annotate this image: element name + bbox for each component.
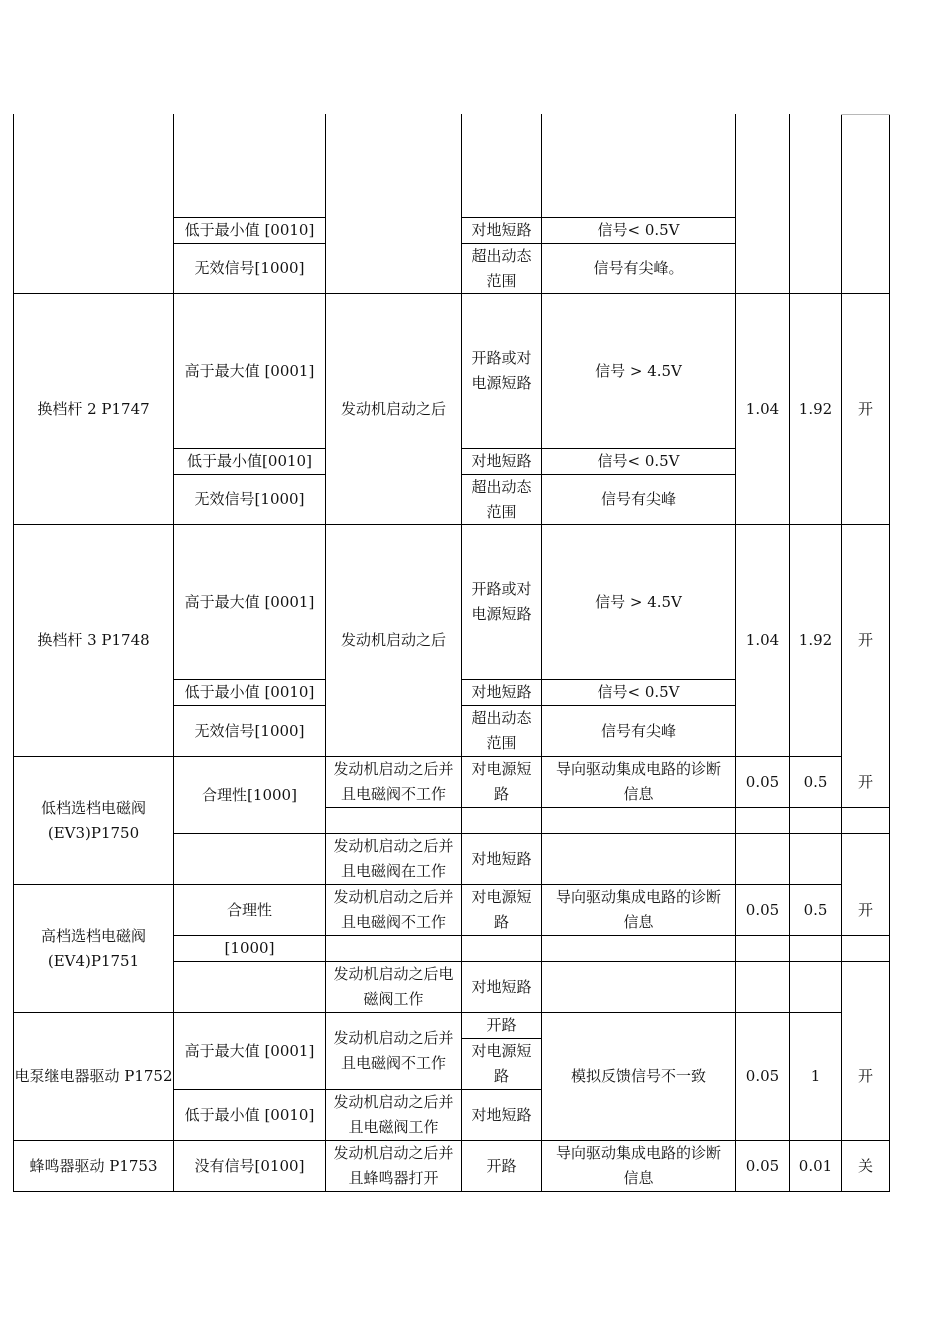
table-cell: 信号< 0.5V	[597, 452, 680, 470]
signal-name-cell: 换档杆 3 P1748	[37, 631, 150, 649]
table-cell: 没有信号[0100]	[194, 1156, 305, 1175]
table-cell: 高于最大值 [0001]	[184, 361, 315, 380]
table-cell: 信号 > 4.5V	[595, 361, 682, 380]
table-cell: 模拟反馈信号不一致	[570, 1067, 706, 1085]
table-cell: 导向驱动集成电路的诊断 信息	[555, 760, 721, 803]
table-cell: 超出动态 范围	[471, 246, 532, 290]
value-cell: 0.05	[745, 772, 780, 791]
grid-line	[889, 114, 890, 1192]
table-cell: 超出动态 范围	[471, 477, 532, 521]
condition-cell: 发动机启动之后并 且蜂鸣器打开	[333, 1144, 454, 1187]
value-cell: 0.05	[745, 1067, 780, 1085]
table-cell: 信号< 0.5V	[597, 221, 680, 239]
table-cell: 高于最大值 [0001]	[184, 1041, 315, 1060]
state-cell: 开	[857, 399, 873, 418]
table-cell: 对地短路	[471, 452, 532, 470]
table-cell: 信号有尖峰。	[593, 259, 684, 277]
grid-line	[325, 807, 890, 808]
state-cell: 关	[857, 1156, 873, 1175]
table-cell: 信号有尖峰	[600, 490, 676, 508]
condition-cell: 发动机启动之后并 且电磁阀在工作	[333, 837, 454, 880]
value-cell: 0.5	[803, 900, 828, 919]
table-cell: 开路	[486, 1016, 517, 1034]
table-cell: 对地短路	[471, 849, 532, 868]
table-cell: 对电源短 路	[471, 888, 532, 931]
condition-cell: 发动机启动之后并 且电磁阀不工作	[333, 888, 454, 931]
table-cell: 开路或对 电源短路	[471, 580, 532, 623]
condition-cell: 发动机启动之后电 磁阀工作	[333, 965, 454, 1008]
state-cell: 开	[857, 631, 873, 649]
table-cell: 对电源短 路	[471, 1042, 532, 1085]
value-cell: 1.04	[745, 631, 780, 649]
state-cell: 开	[857, 900, 873, 919]
table-cell: 导向驱动集成电路的诊断 信息	[555, 1144, 721, 1187]
condition-cell: 发动机启动之后	[340, 399, 446, 418]
value-cell: 0.5	[803, 772, 828, 791]
table-cell: 低于最小值 [0010]	[184, 1105, 315, 1124]
signal-name-cell: 电泵继电器驱动 P1752	[14, 1067, 173, 1085]
table-cell: 对地短路	[471, 221, 532, 239]
table-cell: 导向驱动集成电路的诊断 信息	[555, 888, 721, 931]
grid-line	[13, 1191, 890, 1192]
table-cell: 高于最大值 [0001]	[184, 592, 315, 611]
signal-name-cell: 蜂鸣器驱动 P1753	[29, 1156, 158, 1175]
signal-name-cell: 低档选档电磁阀 (EV3)P1750	[40, 798, 146, 842]
signal-name-cell: 换档杆 2 P1747	[37, 399, 150, 418]
state-cell: 开	[857, 772, 873, 791]
value-cell: 0.05	[745, 900, 780, 919]
value-cell: 0.05	[745, 1156, 780, 1175]
condition-cell: 发动机启动之后并 且电磁阀不工作	[333, 760, 454, 803]
condition-cell: 发动机启动之后并 且电磁阀工作	[333, 1093, 454, 1136]
table-cell: 对地短路	[471, 683, 532, 701]
table-cell: 信号有尖峰	[600, 721, 676, 740]
table-cell: 对地短路	[471, 1105, 532, 1124]
condition-cell: 发动机启动之后并 且电磁阀不工作	[333, 1029, 454, 1072]
table-cell: 低于最小值 [0010]	[184, 221, 315, 239]
table-cell: 无效信号[1000]	[194, 259, 305, 277]
table-cell: 超出动态 范围	[471, 709, 532, 752]
table-cell: 对地短路	[471, 977, 532, 996]
table-cell: 合理性[1000]	[202, 785, 297, 804]
condition-cell: 发动机启动之后	[340, 631, 446, 649]
value-cell: 1.92	[798, 399, 833, 418]
table-cell: 合理性	[226, 900, 272, 919]
signal-name-cell: 高档选档电磁阀 (EV4)P1751	[40, 926, 146, 970]
table-cell: 开路或对 电源短路	[471, 349, 532, 392]
table-cell: 信号 > 4.5V	[595, 592, 682, 611]
table-cell: 低于最小值[0010]	[187, 452, 312, 470]
state-cell: 开	[857, 1067, 873, 1085]
grid-line	[841, 114, 890, 115]
value-cell: 0.01	[798, 1156, 833, 1175]
table-cell: 无效信号[1000]	[194, 721, 305, 740]
table-cell: 开路	[486, 1156, 517, 1175]
table-cell: 低于最小值 [0010]	[184, 683, 315, 701]
value-cell: 1.04	[745, 399, 780, 418]
table-cell: 信号< 0.5V	[597, 683, 680, 701]
value-cell: 1.92	[798, 631, 833, 649]
value-cell: 1	[810, 1067, 821, 1085]
table-cell: 对电源短 路	[471, 760, 532, 803]
table-cell: 无效信号[1000]	[194, 490, 305, 508]
table-cell: [1000]	[224, 939, 275, 957]
